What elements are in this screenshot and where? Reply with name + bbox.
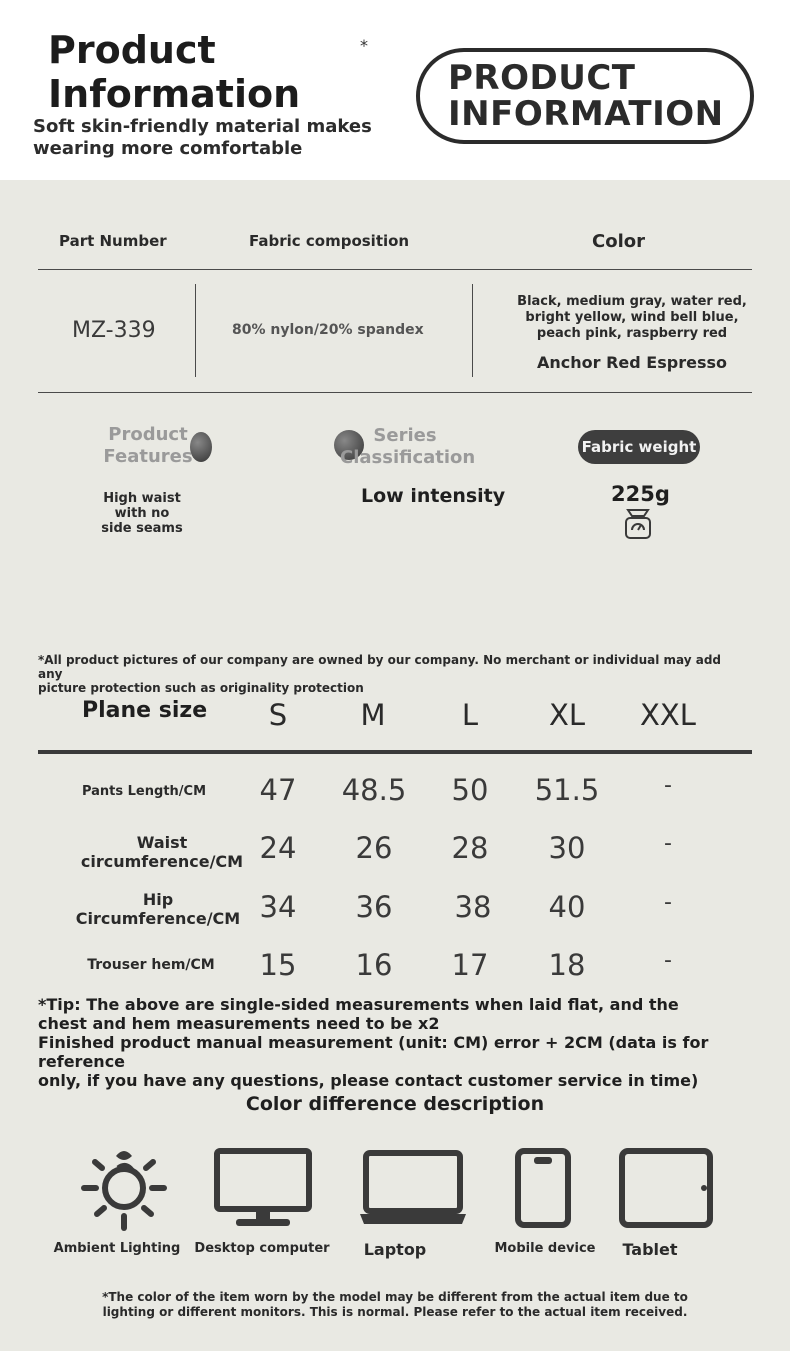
- size-header-xxl: XXL: [640, 698, 696, 732]
- table-cell: 34: [259, 890, 297, 924]
- badge-line-2: INFORMATION: [448, 94, 724, 134]
- row-label-waist: [62, 833, 262, 871]
- size-header-l: L: [461, 698, 479, 732]
- device-label-desktop: Desktop computer: [194, 1241, 330, 1256]
- color-extra: Anchor Red Espresso: [537, 353, 727, 372]
- title-line-1: Product: [48, 28, 216, 72]
- row-label-hip: [58, 890, 258, 928]
- footnote-line-2: lighting or different monitors. This is normal. Please refer to the actual item received.: [102, 1305, 688, 1319]
- table-cell: 24: [259, 831, 297, 865]
- measurement-tip: [38, 995, 758, 1090]
- table-cell: 18: [548, 948, 586, 982]
- table-vdivider-1: [195, 284, 196, 377]
- header-subtitle: [33, 116, 372, 160]
- table-cell: 38: [454, 890, 492, 924]
- table-cell: -: [664, 890, 672, 915]
- fabric-weight-value: 225g: [611, 482, 670, 506]
- row-label-trouser-hem: Trouser hem/CM: [87, 957, 215, 973]
- color-header: Color: [592, 231, 645, 252]
- copyright-note: [38, 653, 738, 695]
- table-cell: 40: [548, 890, 586, 924]
- size-table-divider: [38, 750, 752, 754]
- color-difference-footnote: [80, 1290, 710, 1320]
- subtitle-line-2: wearing more comfortable: [33, 138, 303, 159]
- table-cell: -: [664, 773, 672, 798]
- subtitle-line-1: Soft skin-friendly material makes: [33, 116, 372, 137]
- sun-icon: [80, 1142, 168, 1232]
- fabric-header: Fabric composition: [249, 232, 410, 250]
- device-label-tablet: Tablet: [622, 1240, 678, 1259]
- table-divider-bottom: [38, 392, 752, 393]
- copyright-note-line-1: *All product pictures of our company are owned by our company. No merchant or individual may add any: [38, 653, 722, 681]
- scale-icon: [622, 508, 654, 540]
- row-label-hip-line-1: Hip: [142, 890, 174, 909]
- color-list-line-3: peach pink, raspberry red: [536, 326, 728, 341]
- table-cell: 48.5: [341, 773, 407, 807]
- tablet-icon: [619, 1148, 713, 1228]
- size-header-s: S: [268, 698, 288, 732]
- table-cell: -: [664, 831, 672, 856]
- part-number-header: Part Number: [59, 232, 167, 250]
- table-cell: 28: [451, 831, 489, 865]
- product-features-line-1: Product: [108, 424, 188, 445]
- row-label-waist-line-1: Waist: [136, 833, 188, 852]
- color-difference-title: Color difference description: [245, 1093, 545, 1115]
- tip-line-2: chest and hem measurements need to be x2: [38, 1014, 440, 1033]
- table-cell: 26: [355, 831, 393, 865]
- phone-icon: [514, 1148, 572, 1228]
- row-label-waist-line-2: circumference/CM: [80, 852, 244, 871]
- product-features-line-2: Features: [103, 446, 193, 467]
- row-label-pants-length: Pants Length/CM: [81, 784, 207, 799]
- table-cell: 15: [259, 948, 297, 982]
- table-cell: 47: [259, 773, 297, 807]
- copyright-note-line-2: picture protection such as originality protection: [38, 681, 364, 695]
- device-label-laptop: Laptop: [363, 1240, 427, 1259]
- part-number-value: MZ-339: [72, 318, 156, 343]
- product-features-value-line-2: with no: [114, 506, 170, 521]
- product-features-value-line-1: High waist: [103, 491, 181, 506]
- product-features-value-line-3: side seams: [101, 521, 183, 536]
- table-cell: 16: [355, 948, 393, 982]
- fabric-value: 80% nylon/20% spandex: [232, 322, 424, 338]
- table-cell: -: [664, 948, 672, 973]
- title-line-2: Information: [48, 72, 301, 116]
- table-cell: 30: [548, 831, 586, 865]
- header: [0, 0, 790, 180]
- table-vdivider-2: [472, 284, 473, 377]
- tip-line-4: only, if you have any questions, please contact customer service in time): [38, 1071, 699, 1090]
- row-label-hip-line-2: Circumference/CM: [75, 909, 241, 928]
- series-value: Low intensity: [361, 485, 506, 507]
- table-cell: 17: [451, 948, 489, 982]
- fabric-weight-label: Fabric weight: [578, 430, 700, 464]
- color-list-line-2: bright yellow, wind bell blue,: [525, 310, 739, 325]
- device-label-ambient: Ambient Lighting: [53, 1241, 181, 1256]
- table-divider-top: [38, 269, 752, 270]
- product-features-label: [98, 424, 198, 468]
- page-title: [48, 28, 300, 116]
- header-badge: [448, 60, 724, 132]
- star-mark: *: [360, 36, 368, 55]
- color-list: [510, 294, 754, 342]
- badge-line-1: PRODUCT: [448, 58, 636, 98]
- tip-line-3: Finished product manual measurement (unit: CM) error + 2CM (data is for reference: [38, 1033, 709, 1071]
- product-features-value: [96, 491, 188, 536]
- table-cell: 36: [355, 890, 393, 924]
- series-line-2: Classification: [340, 447, 476, 468]
- size-header-xl: XL: [548, 698, 586, 732]
- device-label-mobile: Mobile device: [494, 1241, 596, 1256]
- size-header-m: M: [360, 698, 386, 732]
- footnote-line-1: *The color of the item worn by the model may be different from the actual item due to: [102, 1290, 688, 1304]
- table-cell: 51.5: [534, 773, 600, 807]
- monitor-icon: [214, 1148, 312, 1228]
- table-cell: 50: [451, 773, 489, 807]
- size-table-title: Plane size: [82, 698, 208, 723]
- color-list-line-1: Black, medium gray, water red,: [517, 294, 747, 309]
- tip-line-1: *Tip: The above are single-sided measurements when laid flat, and the: [38, 995, 679, 1014]
- laptop-icon: [358, 1150, 468, 1226]
- series-line-1: Series: [373, 425, 437, 446]
- series-label: [340, 425, 476, 469]
